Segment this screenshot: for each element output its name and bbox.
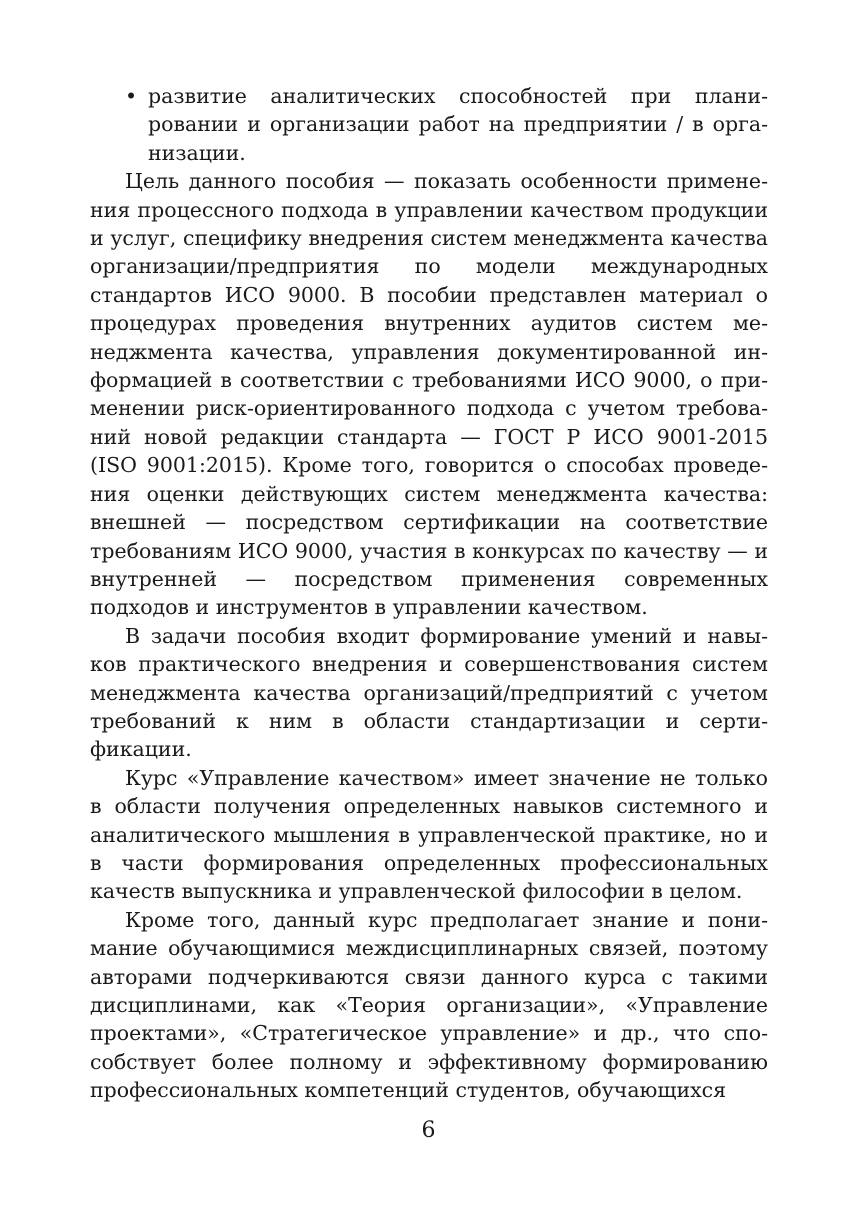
paragraph-interdisciplinary: Кроме того, данный курс предполагает знание и понимание обучающимися междисциплинарных связей, поэтому авторами подчеркиваются связи данного курса с такими дисциплинами, как «Теория организации», «Управление проектами», «Стратегическое управление» и др., что способствует более полному и эффективному формированию профессиональных компетенций студентов, обучающихся: [90, 907, 768, 1103]
page-number: 6: [421, 1118, 436, 1143]
body-text: [90, 82, 768, 1105]
paragraph-course-value: Курс «Управление качеством» имеет значение не только в области получения определенных навыков системного и аналитического мышления в управленческой практике, но и в части формирования определенных профессиональных качеств выпускника и управленческой философии в целом.: [90, 765, 768, 904]
paragraph-tasks: В задачи пособия входит формирование умений и навыков практического внедрения и совершенствования систем менеджмента качества организаций/предприятий с учетом требований к ним в области стандартизации и сертификации.: [90, 623, 768, 762]
bullet-text: развитие аналитических способностей при планировании и организации работ на предприятии / в организации.: [148, 84, 768, 165]
bullet-icon: •: [125, 84, 138, 108]
paragraph-purpose: Цель данного пособия — показать особенности применения процессного подхода в управлении качеством продукции и услуг, специфику внедрения систем менеджмента качества организации/предприятия по модели международных стандартов ИСО 9000. В пособии представлен материал о процедурах проведения внутренних аудитов систем менеджмента качества, управления документированной информацией в соответствии с требованиями ИСО 9000, о применении риск-ориентированного подхода с учетом требований новой редакции стандарта — ГОСТ Р ИСО 9001-2015 (ISO 9001:2015). Кроме того, говорится о способах проведения оценки действующих систем менеджмента качества: внешней — посредством сертификации на соответствие требованиям ИСО 9000, участия в конкурсах по качеству — и внутренней — посредством применения современных подходов и инструментов в управлении качеством.: [90, 169, 768, 620]
bullet-list-item: [90, 82, 768, 167]
